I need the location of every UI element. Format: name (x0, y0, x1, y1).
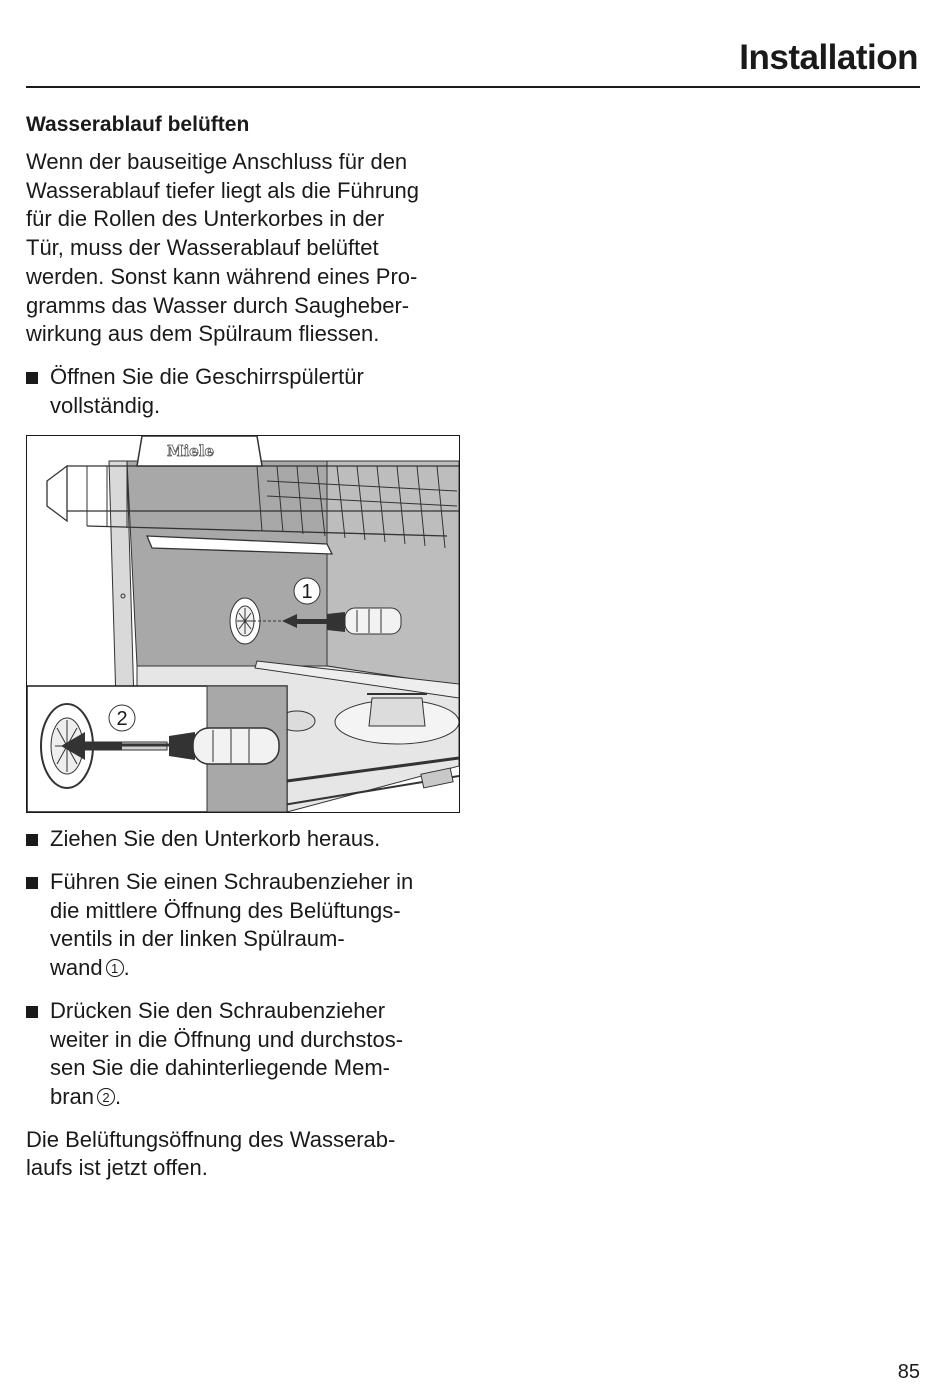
reference-marker-2: 2 (97, 1088, 115, 1106)
intro-line: wirkung aus dem Spülraum fliessen. (26, 321, 380, 347)
intro-line: Tür, muss der Wasserablauf belüftet (26, 235, 379, 261)
square-bullet-icon (26, 877, 38, 889)
square-bullet-icon (26, 1006, 38, 1018)
square-bullet-icon (26, 372, 38, 384)
instruction-step-insert-screwdriver: Führen Sie einen Schraubenzieher in die mittlere Öffnung des Belüftungs- ventils in der linken Spülraum- wand 1 . (26, 868, 466, 983)
instruction-step-pull-basket: Ziehen Sie den Unterkorb heraus. (26, 825, 466, 854)
page-header (26, 36, 920, 88)
intro-line: werden. Sonst kann während eines Pro- (26, 263, 418, 289)
square-bullet-icon (26, 834, 38, 846)
intro-paragraph (26, 148, 466, 349)
instruction-step-pierce-membrane: Drücken Sie den Schraubenzieher weiter in die Öffnung und durchstos- sen Sie die dahinterliegende Mem- bran 2 . (26, 997, 466, 1112)
main-content (26, 108, 466, 1183)
brand-label: Miele (167, 442, 215, 461)
intro-line: Wenn der bauseitige Anschluss für den (26, 149, 408, 174)
inset-detail (27, 686, 287, 812)
instruction-step-open-door: Öffnen Sie die Geschirrspülertür vollständig. (26, 363, 466, 420)
section-heading: Wasserablauf belüften (26, 113, 250, 136)
result-paragraph: Die Belüftungsöffnung des Wasserab- laufs ist jetzt offen. (26, 1126, 396, 1181)
reference-marker-1: 1 (106, 959, 124, 977)
intro-line: für die Rollen des Unterkorbes in der (26, 206, 385, 232)
callout-2: 2 (116, 708, 128, 731)
page-title: Installation (739, 38, 918, 77)
instruction-steps (26, 825, 466, 1111)
page-number: 85 (897, 1361, 920, 1383)
dishwasher-illustration (26, 435, 460, 813)
callout-1: 1 (301, 581, 313, 604)
intro-line: gramms das Wasser durch Saugheber- (26, 292, 410, 318)
intro-line: Wasserablauf tiefer liegt als die Führung (26, 177, 419, 203)
